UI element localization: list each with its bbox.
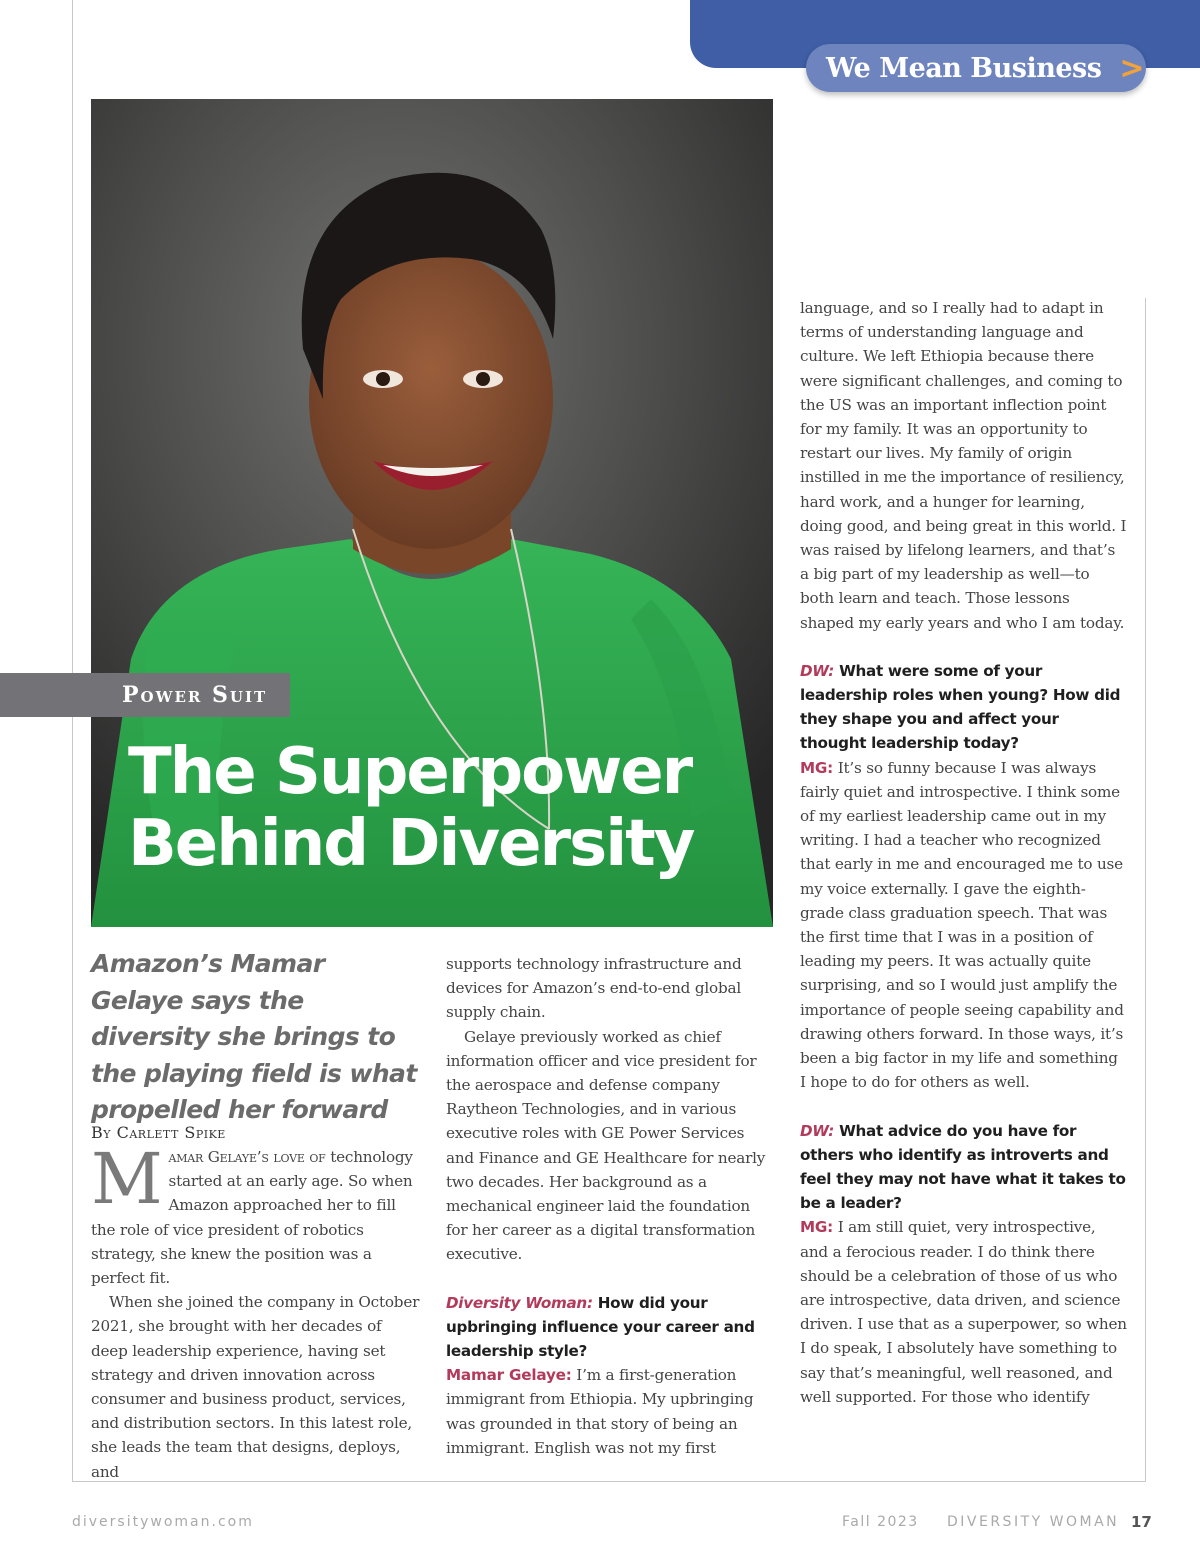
answer-text: It’s so funny because I was always fairly quiet and introspective. I think some of my earliest leadership came out in my writing. I had a teacher who recognized that early in me and encouraged me to use my voice externally. I gave the eighth-grade class graduation speech. That was the first time that I was in a position of leading my peers. It was actually quite surprising, and so I would just amplify the importance of people seeing capability and drawing others forward. In those ways, it’s been a big factor in my life and something I hope to do for others as well.	[800, 758, 1124, 1092]
article-deck: Amazon’s Mamar Gelaye says the diversity she brings to the playing field is what propelled her forward	[91, 949, 417, 1124]
body-paragraph: supports technology infrastructure and devices for Amazon’s end-to-end global supply chain.	[446, 955, 742, 1022]
question-text: What advice do you have for others who identify as introverts and feel they may not have what it takes to be a leader?	[800, 1121, 1126, 1213]
article-byline: By Carlett Spike	[91, 1123, 226, 1142]
section-kicker	[0, 673, 290, 717]
interview-answer	[800, 756, 1128, 1095]
paragraph-text: technology started at an early age. So when Amazon approached her to fill the role of vice president of robotics strategy, she knew the position was a perfect fit.	[91, 1148, 413, 1288]
interview-answer	[446, 1363, 771, 1460]
question-text: What were some of your leadership roles when young? How did they shape you and affect your thought leadership today?	[800, 661, 1121, 753]
body-column-1	[91, 1138, 421, 1484]
question-text: How did your upbringing influence your career and leadership style?	[446, 1293, 755, 1361]
article-headline	[128, 736, 768, 880]
paragraph-spacer	[800, 635, 1128, 659]
answer-text: I’m a first-generation immigrant from Ethiopia. My upbringing was grounded in that story of being an immigrant. English was not my first	[446, 1366, 754, 1457]
page-frame-right-rule	[1145, 298, 1146, 1482]
headline-line-1: The Superpower	[128, 735, 692, 809]
interviewee-tag: MG:	[800, 758, 834, 777]
body-column-2	[446, 952, 771, 1460]
paragraph-spacer	[800, 1095, 1128, 1119]
interviewer-tag: DW:	[800, 1121, 835, 1140]
footer-magazine-name: DIVERSITY WOMAN	[947, 1514, 1120, 1530]
answer-text: I am still quiet, very introspective, and a ferocious reader. I do think there should be a celebration of those of us who are introspective, data driven, and science driven. I use that as a superpower, so when I do speak, I absolutely have something to say that’s meaningful, well reasoned, and well supported. For those who identify	[800, 1218, 1127, 1406]
body-paragraph	[91, 1138, 421, 1290]
paragraph-spacer	[446, 1267, 771, 1291]
section-label-pill[interactable]	[806, 44, 1146, 92]
footer-website-link[interactable]: diversitywoman.com	[72, 1514, 254, 1530]
body-paragraph: Gelaye previously worked as chief information officer and vice president for the aerospace and defense company Raytheon Technologies, and in various executive roles with GE Power Services and Finance and GE Healthcare for nearly two decades. Her background as a mechanical engineer laid the foundation for her career as a digital transformation executive.	[446, 1027, 766, 1264]
interview-answer	[800, 1215, 1128, 1409]
interview-question	[800, 1119, 1128, 1216]
body-column-3	[800, 296, 1128, 1409]
drop-cap: M	[91, 1138, 163, 1220]
headline-line-2: Behind Diversity	[128, 807, 694, 881]
kicker-label: Power Suit	[122, 682, 268, 708]
footer-page-number: 17	[1131, 1513, 1152, 1531]
interviewer-tag: Diversity Woman:	[446, 1293, 593, 1312]
interviewee-tag: Mamar Gelaye:	[446, 1366, 572, 1385]
interview-question	[446, 1291, 771, 1364]
body-paragraph: language, and so I really had to adapt in terms of understanding language and culture. We left Ethiopia because there were significant challenges, and coming to the US was an important inflection point for my family. It was an opportunity to restart our lives. My family of origin instilled in me the importance of resiliency, hard work, and a hunger for learning, doing good, and being great in this world. I was raised by lifelong learners, and that’s a big part of my leadership as well—to both learn and teach. Those lessons shaped my early years and who I am today.	[800, 299, 1127, 632]
footer-issue-date: Fall 2023	[842, 1514, 919, 1530]
lead-in-smallcaps: amar Gelaye’s love of	[168, 1148, 326, 1166]
interviewee-tag: MG:	[800, 1218, 834, 1237]
page-frame-left-rule	[72, 0, 73, 1482]
section-label: We Mean Business	[826, 52, 1102, 84]
body-paragraph: When she joined the company in October 2021, she brought with her decades of deep leadership experience, having set strategy and driven innovation across consumer and business product, services, and distribution sectors. In this latest role, she leads the team that designs, deploys, and	[91, 1293, 420, 1481]
interviewer-tag: DW:	[800, 661, 835, 680]
chevron-right-icon: >	[1119, 50, 1145, 86]
interview-question	[800, 659, 1128, 756]
